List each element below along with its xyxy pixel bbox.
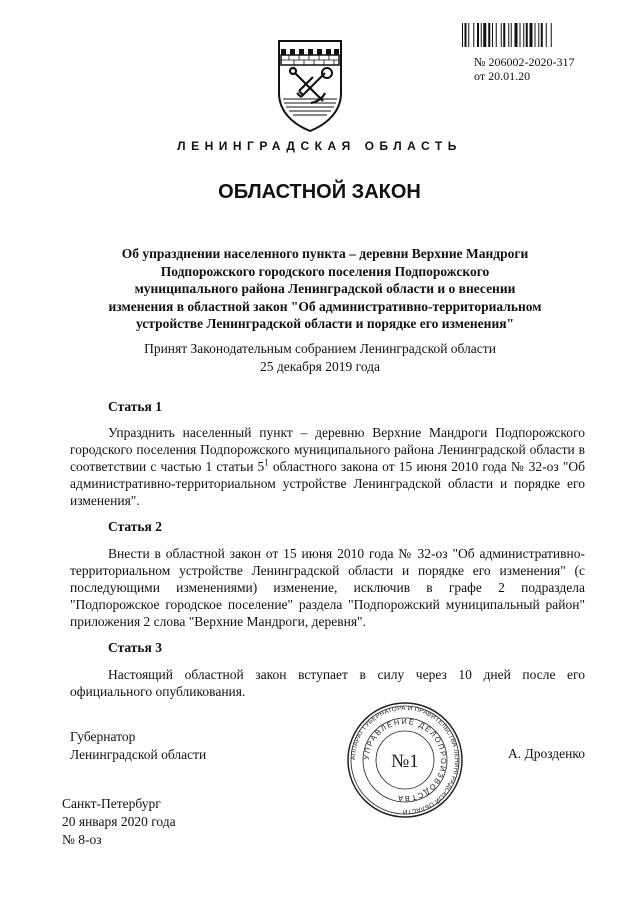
registration-date: от 20.01.20 [474, 69, 531, 83]
article-2-heading: Статья 2 [108, 519, 162, 534]
barcode-bar [503, 23, 505, 47]
stamp-outer-text: АППАРАТ ГУБЕРНАТОРА И ПРАВИТЕЛЬСТВА ЛЕНИНГРАДСКОЙ ОБЛАСТИ [349, 704, 461, 816]
barcode [462, 23, 582, 47]
law-title [70, 245, 580, 333]
barcode-bar [462, 23, 463, 47]
law-title-line: устройстве Ленинградской области и порядке его изменения" [135, 316, 515, 331]
barcode-bar [541, 23, 543, 47]
article-1-text: Упразднить населенный пункт – деревню Верхние Мандроги Подпорожского городского поселения Подпорожского муниципального района Ленинградской области в соответствии с частью 1 статьи $5^1$ областного закона от 15 июня 2010 года № 32-оз "Об административно-территориальном устройстве Ленинградской области и порядке его изменения". [70, 425, 586, 508]
document-type-heading: ОБЛАСТНОЙ ЗАКОН [218, 181, 421, 203]
law-title-line: муниципального района Ленинградской области и о внесении [134, 281, 516, 296]
barcode-bar [483, 23, 486, 47]
barcode-bar [473, 23, 474, 47]
barcode-bar [468, 23, 469, 47]
barcode-bar [465, 23, 467, 47]
barcode-bar [511, 23, 512, 47]
barcode-bar [535, 23, 536, 47]
signer-name: А. Дрозденко [508, 746, 586, 761]
signing-date: 20 января 2020 года [62, 814, 176, 829]
law-title-line: Об упразднении населенного пункта – деревни Верхние Мандроги [121, 246, 529, 261]
governor-title: Губернатор [70, 729, 136, 744]
adoption-note [70, 340, 570, 375]
superscript: 1 [264, 457, 269, 468]
barcode-bar [538, 23, 539, 47]
official-stamp-icon [345, 700, 465, 820]
barcode-bar [501, 23, 502, 47]
adoption-body: Принят Законодательным собранием Ленинградской области [144, 341, 496, 356]
law-number: № 8-оз [62, 832, 102, 847]
barcode-bar [530, 23, 533, 47]
article-3-text: Настоящий областной закон вступает в силу через 10 дней после его официального опубликования. [70, 667, 585, 699]
barcode-bar [523, 23, 524, 47]
barcode-bar [520, 23, 521, 47]
stamp-number: №1 [391, 751, 419, 772]
region-heading: ЛЕНИНГРАДСКАЯ ОБЛАСТЬ [177, 139, 462, 153]
signing-place: Санкт-Петербург [62, 796, 161, 811]
barcode-bar [492, 23, 493, 47]
article-3-heading: Статья 3 [108, 640, 162, 655]
barcode-bar [526, 23, 528, 47]
law-title-line: изменения в областной закон "Об административно-территориальном [108, 298, 542, 314]
barcode-bar [488, 23, 490, 47]
article-1-heading: Статья 1 [108, 399, 162, 414]
barcode-bar [508, 23, 509, 47]
registration-number: № 206002-2020-317 [474, 55, 575, 69]
barcode-bar [546, 23, 547, 47]
barcode-bar [515, 23, 518, 47]
adoption-date: 25 декабря 2019 года [259, 358, 381, 374]
barcode-bar [496, 23, 497, 47]
barcode-bar [477, 23, 479, 47]
law-title-line: Подпорожского городского поселения Подпорожского [160, 263, 490, 279]
governor-region: Ленинградской области [70, 747, 207, 762]
coat-of-arms-icon [275, 35, 345, 133]
registration-block [474, 55, 574, 83]
barcode-bar [481, 23, 482, 47]
stamp-inner-text: УПРАВЛЕНИЕ ДЕЛОПРОИЗВОДСТВА [361, 716, 449, 804]
article-2-text: Внести в областной закон от 15 июня 2010 года № 32-оз "Об административно-территориальном устройстве Ленинградской области и порядке его изменения" (с последующими изменениями) изменение, исключив в графе 2 подраздела "Подпорожское городское поселение" раздела "Подпорожский муниципальный район" приложения 2 слова "Верхние Мандроги, деревня". [70, 546, 585, 629]
barcode-bar [551, 23, 552, 47]
